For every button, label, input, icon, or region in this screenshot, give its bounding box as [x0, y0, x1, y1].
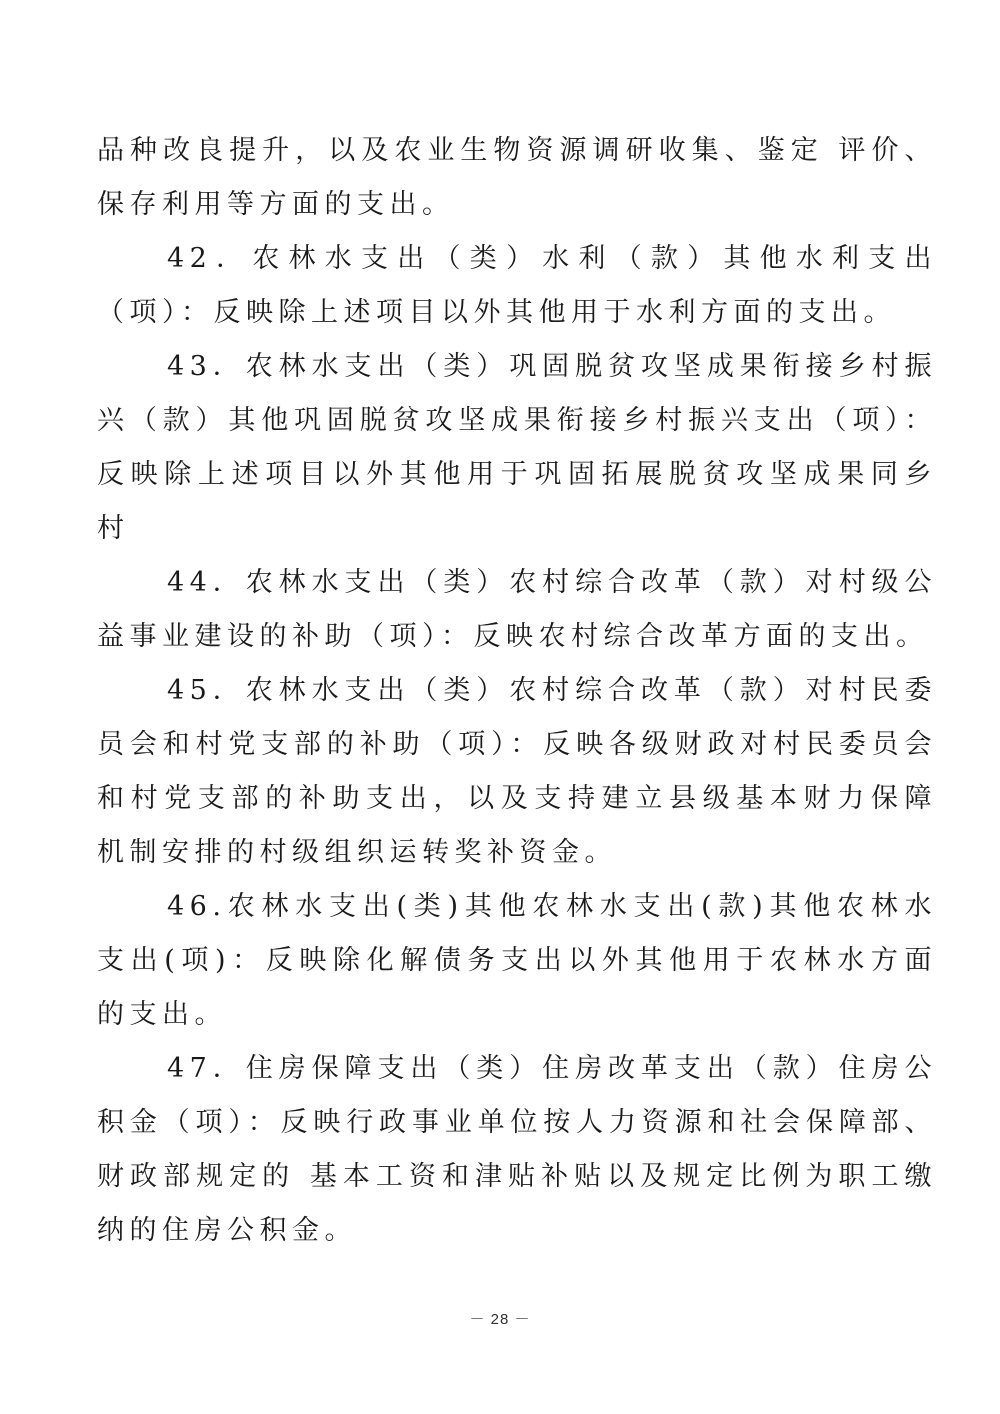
paragraph-item-46: 46.农林水支出(类)其他农林水支出(款)其他农林水支出(项)：反映除化解债务支出以外其他用于农林水方面的支出。	[97, 891, 937, 1030]
paragraph-item-42: 42．农林水支出（类）水利（款）其他水利支出（项）：反映除上述项目以外其他用于水利方面的支出。	[97, 243, 937, 328]
document-body	[97, 124, 937, 1258]
paragraph-item-43: 43．农林水支出（类）巩固脱贫攻坚成果衔接乡村振兴（款）其他巩固脱贫攻坚成果衔接乡村振兴支出（项）：反映除上述项目以外其他用于巩固拓展脱贫攻坚成果同乡村	[97, 351, 937, 544]
paragraph-item-45: 45．农林水支出（类）农村综合改革（款）对村民委员会和村党支部的补助（项）：反映各级财政对村民委员会和村党支部的补助支出，以及支持建立县级基本财力保障机制安排的村级组织运转奖补资金。	[97, 675, 937, 868]
page-number: － 28 －	[469, 1311, 531, 1328]
paragraph-item-47: 47．住房保障支出（类）住房改革支出（款）住房公积金（项）：反映行政事业单位按人力资源和社会保障部、财政部规定的 基本工资和津贴补贴以及规定比例为职工缴纳的住房公积金。	[97, 1053, 937, 1246]
paragraph-continued: 品种改良提升，以及农业生物资源调研收集、鉴定 评价、保存利用等方面的支出。	[97, 135, 937, 220]
paragraph-item-44: 44．农林水支出（类）农村综合改革（款）对村级公益事业建设的补助（项）：反映农村综合改革方面的支出。	[97, 567, 937, 652]
